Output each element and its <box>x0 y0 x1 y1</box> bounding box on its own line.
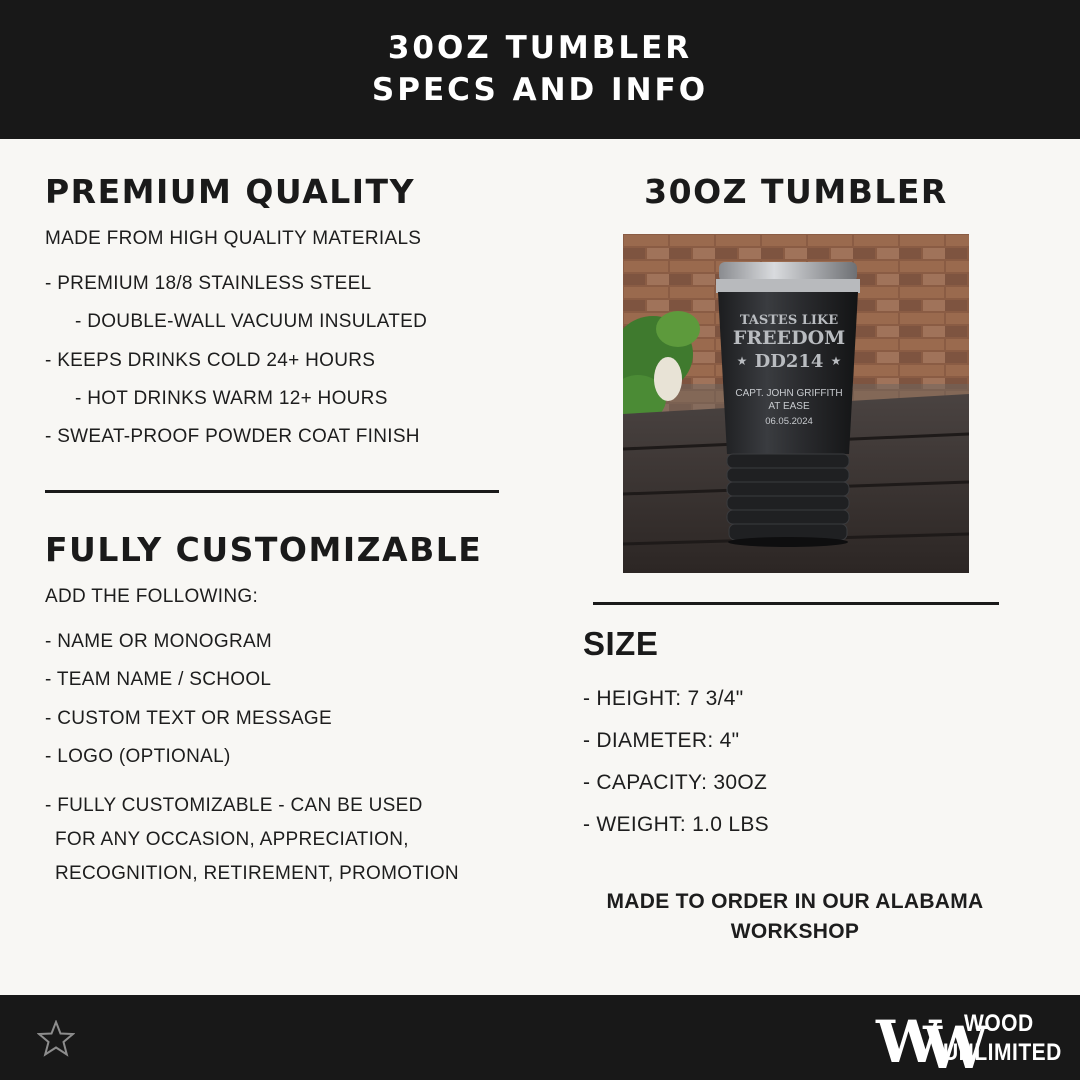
size-item: - DIAMETER: 4" <box>583 729 740 752</box>
logo-text-wood: WOOD <box>964 1010 1034 1037</box>
customizable-note-line: - FULLY CUSTOMIZABLE - CAN BE USED <box>45 795 423 816</box>
engraving-line: CAPT. JOHN GRIFFITH <box>735 388 843 399</box>
made-to-order-line: MADE TO ORDER IN OUR ALABAMA <box>606 890 984 913</box>
premium-item: - HOT DRINKS WARM 12+ HOURS <box>75 388 388 409</box>
engraving-line: TASTES LIKE <box>739 313 839 328</box>
customizable-item: - NAME OR MONOGRAM <box>45 631 273 652</box>
customizable-note-line: RECOGNITION, RETIREMENT, PROMOTION <box>55 863 459 884</box>
star-outline-icon <box>37 1020 75 1058</box>
section-divider <box>593 602 999 605</box>
customizable-note-line: FOR ANY OCCASION, APPRECIATION, <box>55 829 409 850</box>
header-banner <box>0 0 1080 139</box>
customizable-subtitle: ADD THE FOLLOWING: <box>45 586 259 607</box>
engraving-star-icon: ★ <box>736 354 748 368</box>
engraving-star-icon: ★ <box>830 354 842 368</box>
customizable-item: - LOGO (OPTIONAL) <box>45 746 231 767</box>
premium-item: - PREMIUM 18/8 STAINLESS STEEL <box>45 273 372 294</box>
made-to-order-line: WORKSHOP <box>730 920 860 943</box>
engraving-line: FREEDOM <box>732 327 846 349</box>
product-title: 30OZ TUMBLER <box>644 172 948 211</box>
header-title-line2: SPECS AND INFO <box>371 72 709 108</box>
engraving-line: DD214 <box>754 351 824 372</box>
premium-quality-subtitle: MADE FROM HIGH QUALITY MATERIALS <box>45 228 422 249</box>
size-item: - WEIGHT: 1.0 LBS <box>583 813 769 836</box>
customizable-item: - TEAM NAME / SCHOOL <box>45 669 272 690</box>
engraving-line: 06.05.2024 <box>765 416 813 427</box>
size-heading: SIZE <box>583 625 659 662</box>
size-item: - CAPACITY: 30OZ <box>583 771 768 794</box>
header-title-line1: 30OZ TUMBLER <box>387 30 693 66</box>
tumbler-photo <box>623 234 969 573</box>
premium-item: - KEEPS DRINKS COLD 24+ HOURS <box>45 350 376 371</box>
customizable-heading: FULLY CUSTOMIZABLE <box>45 530 483 569</box>
customizable-item: - CUSTOM TEXT OR MESSAGE <box>45 708 332 729</box>
size-item: - HEIGHT: 7 3/4" <box>583 687 744 710</box>
premium-item: - SWEAT-PROOF POWDER COAT FINISH <box>45 426 420 447</box>
premium-quality-heading: PREMIUM QUALITY <box>45 172 415 211</box>
wood-unlimited-logo-mark: WW <box>876 1008 967 1080</box>
logo-text-unlimited: UNLIMITED <box>943 1039 1062 1066</box>
engraving-line: AT EASE <box>768 401 810 412</box>
premium-item: - DOUBLE-WALL VACUUM INSULATED <box>75 311 428 332</box>
section-divider <box>45 490 499 493</box>
